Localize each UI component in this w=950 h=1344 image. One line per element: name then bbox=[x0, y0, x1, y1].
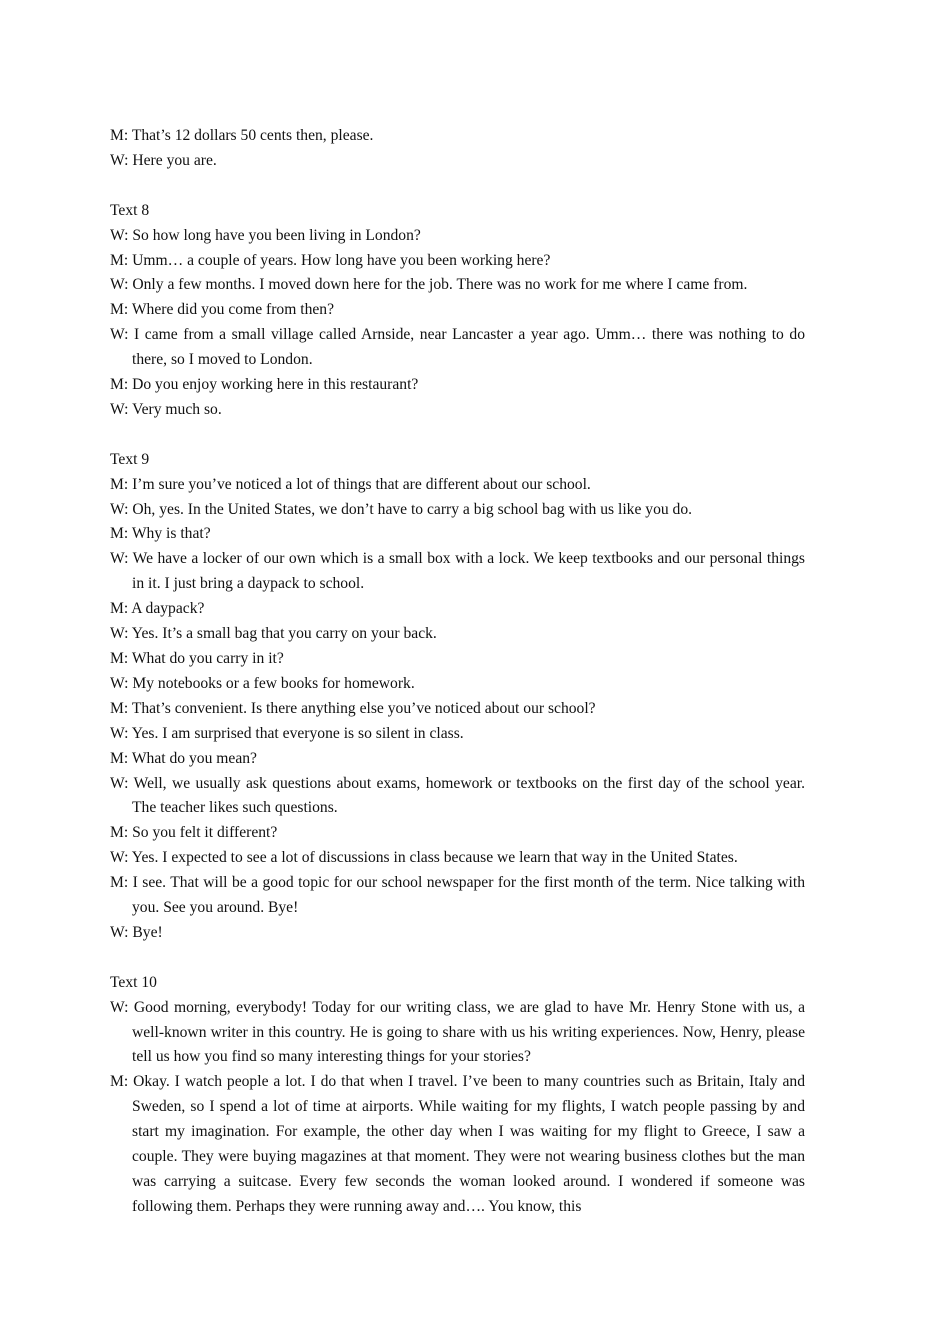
dialogue-line: M: So you felt it different? bbox=[110, 824, 278, 842]
dialogue-line: M: What do you carry in it? bbox=[110, 650, 284, 667]
dialogue-line: W: Good morning, everybody! Today for our writing class, we are glad to have Mr. Henry Stone with us, a well-known writer in this country. He is going to share with us his writing experiences. Now, Henry, please tell us how you find so many interesting things for your stories? bbox=[110, 998, 805, 1066]
dialogue-line: W: We have a locker of our own which is a small box with a lock. We keep textbooks and our personal things in it. I just bring a daypack to school. bbox=[110, 550, 805, 593]
dialogue-line: W: Very much so. bbox=[110, 400, 222, 418]
dialogue-line: W: Oh, yes. In the United States, we don’t have to carry a big school bag with us like you do. bbox=[110, 500, 693, 518]
dialogue-line: M: What do you mean? bbox=[110, 749, 257, 767]
dialogue-line: M: I’m sure you’ve noticed a lot of things that are different about our school. bbox=[110, 475, 591, 493]
section-heading-text-10: Text 10 bbox=[110, 973, 157, 991]
dialogue-line: W: Only a few months. I moved down here for the job. There was no work for me where I came from. bbox=[110, 276, 748, 294]
dialogue-line: M: A daypack? bbox=[110, 600, 205, 618]
dialogue-line: W: So how long have you been living in London? bbox=[110, 226, 421, 244]
dialogue-line: W: Bye! bbox=[110, 923, 163, 941]
dialogue-line: M: Okay. I watch people a lot. I do that when I travel. I’ve been to many countries such as Britain, Italy and Sweden, so I spend a lot of time at airports. While waiting for my flights, I watch people passing by and start my imagination. For example, the other day when I was waiting for my flight to Greece, I saw a couple. They were buying magazines at that moment. They were not wearing business clothes but the man was carrying a suitcase. Every few seconds the woman looked around. I wondered if someone was following them. Perhaps they were running away and…. You know, this bbox=[110, 1073, 805, 1215]
section-gap bbox=[110, 174, 805, 199]
dialogue-line: M: Umm… a couple of years. How long have you been working here? bbox=[110, 251, 551, 269]
dialogue-line: W: Yes. I expected to see a lot of discussions in class because we learn that way in the United States. bbox=[110, 849, 738, 867]
dialogue-line: W: Yes. It’s a small bag that you carry on your back. bbox=[110, 625, 437, 643]
dialogue-line: W: Well, we usually ask questions about exams, homework or textbooks on the first day of the school year. The teacher likes such questions. bbox=[110, 774, 805, 817]
dialogue-line: W: My notebooks or a few books for homework. bbox=[110, 674, 415, 692]
dialogue-line: W: I came from a small village called Arnside, near Lancaster a year ago. Umm… there was nothing to do there, so I moved to London. bbox=[110, 326, 805, 369]
dialogue-line: M: Where did you come from then? bbox=[110, 301, 335, 319]
dialogue-line: M: Why is that? bbox=[110, 525, 211, 543]
section-heading-text-8: Text 8 bbox=[110, 201, 150, 219]
transcript-page bbox=[110, 124, 805, 1220]
dialogue-line: M: Do you enjoy working here in this restaurant? bbox=[110, 376, 419, 394]
dialogue-line: W: Here you are. bbox=[110, 151, 217, 169]
section-heading-text-9: Text 9 bbox=[110, 450, 150, 468]
dialogue-line: W: Yes. I am surprised that everyone is so silent in class. bbox=[110, 724, 464, 742]
section-gap bbox=[110, 946, 805, 971]
dialogue-line: M: I see. That will be a good topic for our school newspaper for the first month of the term. Nice talking with you. See you around. Bye! bbox=[110, 874, 805, 917]
dialogue-line: M: That’s 12 dollars 50 cents then, please. bbox=[110, 127, 374, 144]
section-gap bbox=[110, 423, 805, 448]
dialogue-line: M: That’s convenient. Is there anything else you’ve noticed about our school? bbox=[110, 699, 596, 717]
